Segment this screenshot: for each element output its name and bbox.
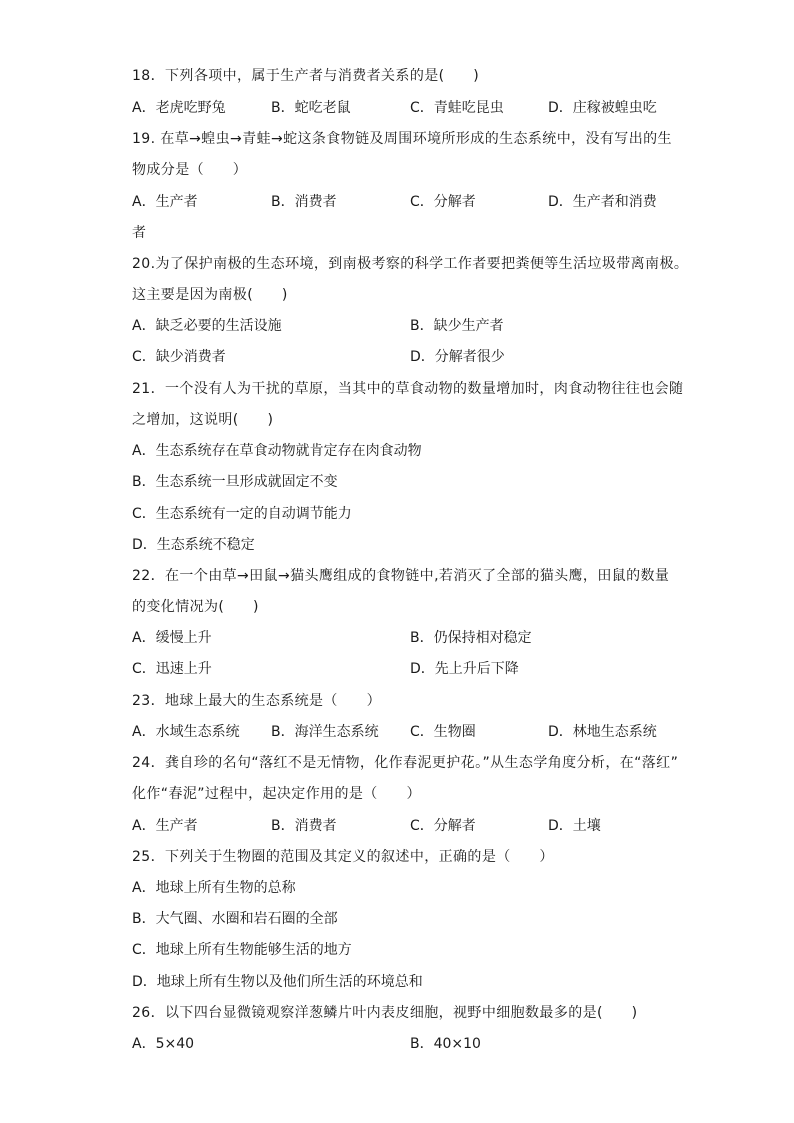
question-18-option-c: C．青蛙吃昆虫 bbox=[410, 100, 504, 116]
question-20-option-b: B．缺少生产者 bbox=[410, 318, 504, 334]
question-25-option-b: B．大气圈、水圈和岩石圈的全部 bbox=[132, 911, 338, 927]
question-24-option-d: D．土壤 bbox=[548, 818, 601, 834]
question-26-stem: 26．以下四台显微镜观察洋葱鳞片叶内表皮细胞，视野中细胞数最多的是( ) bbox=[132, 1005, 638, 1021]
question-23-stem: 23．地球上最大的生态系统是（ ） bbox=[132, 693, 382, 709]
question-21-option-b: B．生态系统一旦形成就固定不变 bbox=[132, 474, 338, 490]
question-19-option-d: D．生产者和消费 bbox=[548, 194, 657, 210]
question-24-option-a: A．生产者 bbox=[132, 818, 198, 834]
question-25-option-d: D．地球上所有生物以及他们所生活的环境总和 bbox=[132, 974, 423, 990]
question-18-option-d: D．庄稼被蝗虫吃 bbox=[548, 100, 657, 116]
question-20-stem-line-1: 20.为了保护南极的生态环境，到南极考察的科学工作者要把粪便等生活垃圾带离南极。 bbox=[132, 256, 689, 272]
question-21-option-c: C．生态系统有一定的自动调节能力 bbox=[132, 506, 352, 522]
question-22-option-a: A．缓慢上升 bbox=[132, 630, 212, 646]
question-24-option-b: B．消费者 bbox=[271, 818, 337, 834]
question-21-stem-line-2: 之增加，这说明( ) bbox=[132, 412, 274, 428]
question-20-option-d: D．分解者很少 bbox=[410, 349, 505, 365]
question-25-option-a: A．地球上所有生物的总称 bbox=[132, 880, 296, 896]
question-19-stem-line-1: 19. 在草→蝗虫→青蛙→蛇这条食物链及周围环境所形成的生态系统中，没有写出的生 bbox=[132, 131, 672, 147]
question-24-stem-line-2: 化作“春泥”过程中，起决定作用的是（ ） bbox=[132, 786, 421, 802]
question-24-option-c: C．分解者 bbox=[410, 818, 476, 834]
question-19-option-d-continuation: 者 bbox=[132, 225, 146, 241]
question-19-option-b: B．消费者 bbox=[271, 194, 337, 210]
question-18-option-a: A．老虎吃野兔 bbox=[132, 100, 226, 116]
question-23-option-c: C．生物圈 bbox=[410, 724, 476, 740]
question-22-option-d: D．先上升后下降 bbox=[410, 661, 519, 677]
question-21-stem-line-1: 21．一个没有人为干扰的草原，当其中的草食动物的数量增加时，肉食动物往往也会随 bbox=[132, 381, 684, 397]
question-20-option-a: A．缺乏必要的生活设施 bbox=[132, 318, 282, 334]
question-23-option-d: D．林地生态系统 bbox=[548, 724, 657, 740]
question-19-option-c: C．分解者 bbox=[410, 194, 476, 210]
question-18-stem: 18．下列各项中，属于生产者与消费者关系的是( ) bbox=[132, 68, 480, 84]
question-20-option-c: C．缺少消费者 bbox=[132, 349, 226, 365]
question-26-option-b: B．40×10 bbox=[410, 1036, 481, 1052]
question-23-option-b: B．海洋生态系统 bbox=[271, 724, 379, 740]
question-21-option-d: D．生态系统不稳定 bbox=[132, 537, 255, 553]
question-24-stem-line-1: 24．龚自珍的名句“落红不是无情物，化作春泥更护花。”从生态学角度分析，在“落红” bbox=[132, 755, 679, 771]
question-25-stem: 25．下列关于生物圈的范围及其定义的叙述中，正确的是（ ） bbox=[132, 849, 554, 865]
question-21-option-a: A．生态系统存在草食动物就肯定存在肉食动物 bbox=[132, 443, 422, 459]
question-20-stem-line-2: 这主要是因为南极( ) bbox=[132, 287, 288, 303]
question-25-option-c: C．地球上所有生物能够生活的地方 bbox=[132, 942, 352, 958]
question-26-option-a: A．5×40 bbox=[132, 1036, 195, 1052]
question-18-option-b: B．蛇吃老鼠 bbox=[271, 100, 351, 116]
question-22-option-c: C．迅速上升 bbox=[132, 661, 212, 677]
question-23-option-a: A．水域生态系统 bbox=[132, 724, 240, 740]
question-22-option-b: B．仍保持相对稳定 bbox=[410, 630, 532, 646]
question-19-option-a: A．生产者 bbox=[132, 194, 198, 210]
question-22-stem-line-2: 的变化情况为( ) bbox=[132, 599, 259, 615]
question-19-stem-line-2: 物成分是（ ） bbox=[132, 162, 248, 178]
question-22-stem-line-1: 22．在一个由草→田鼠→猫头鹰组成的食物链中,若消灭了全部的猫头鹰，田鼠的数量 bbox=[132, 568, 670, 584]
